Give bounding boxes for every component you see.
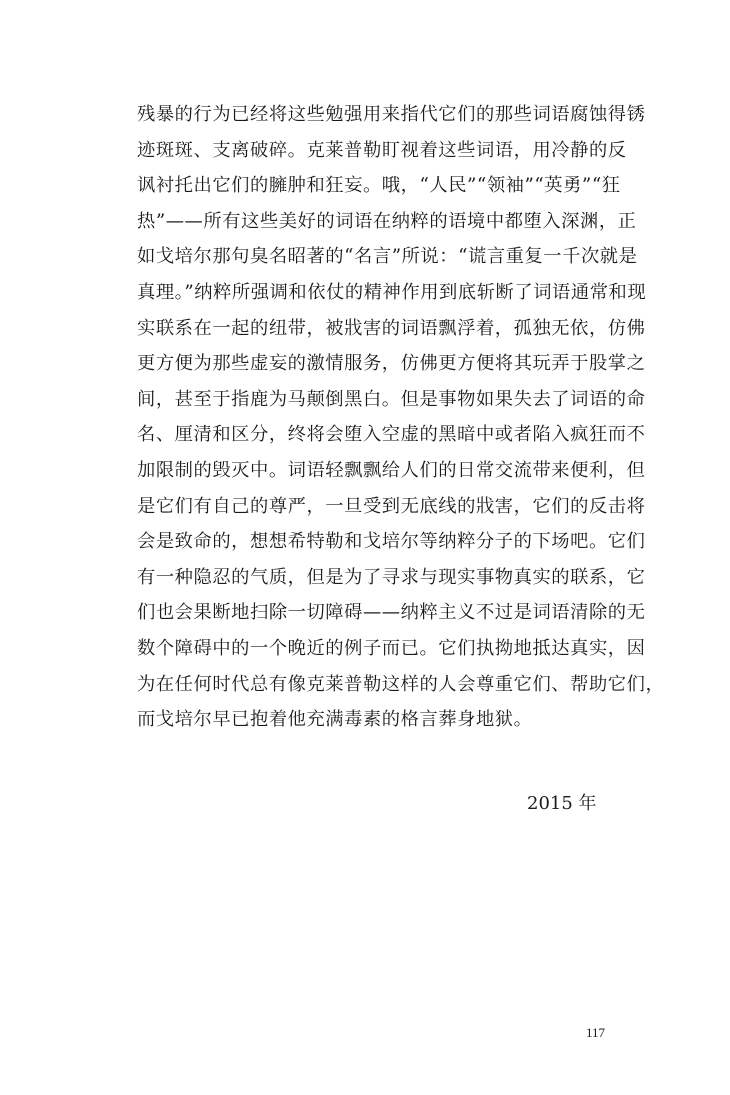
text-line: 如戈培尔那句臭名昭著的“名言”所说：“谎言重复一千次就是 — [137, 246, 638, 268]
text-line: 有一种隐忍的气质，但是为了寻求与现实事物真实的联系，它 — [137, 566, 646, 588]
body-paragraph — [137, 97, 665, 738]
text-line: 迹斑斑、支离破碎。克莱普勒盯视着这些词语，用冷静的反 — [137, 139, 627, 161]
text-line: 加限制的毁灭中。词语轻飘飘给人们的日常交流带来便利，但 — [137, 459, 646, 481]
text-line: 而戈培尔早已抱着他充满毒素的格言葬身地狱。 — [137, 709, 533, 731]
text-line: 讽衬托出它们的臃肿和狂妄。哦，“人民”“领袖”“英勇”“狂 — [137, 175, 621, 197]
text-line: 是它们有自己的尊严，一旦受到无底线的戕害，它们的反击将 — [137, 495, 646, 517]
page-number: 117 — [586, 1025, 606, 1040]
text-line: 热”——所有这些美好的词语在纳粹的语境中都堕入深渊，正 — [137, 210, 637, 232]
text-line: 数个障碍中的一个晚近的例子而已。它们执拗地抵达真实，因 — [137, 637, 646, 659]
text-line: 间，甚至于指鹿为马颠倒黑白。但是事物如果失去了词语的命 — [137, 388, 646, 410]
text-line: 名、厘清和区分，终将会堕入空虚的黑暗中或者陷入疯狂而不 — [137, 424, 646, 446]
text-line: 残暴的行为已经将这些勉强用来指代它们的那些词语腐蚀得锈 — [137, 104, 646, 125]
text-line: 更方便为那些虚妄的激情服务，仿佛更方便将其玩弄于股掌之 — [137, 353, 646, 375]
text-line: 真理。”纳粹所强调和依仗的精神作用到底斩断了词语通常和现 — [137, 281, 647, 303]
text-line: 会是致命的，想想希特勒和戈培尔等纳粹分子的下场吧。它们 — [137, 531, 646, 553]
text-line: 为在任何时代总有像克莱普勒这样的人会尊重它们、帮助它们， — [137, 673, 665, 695]
text-line: 们也会果断地扫除一切障碍——纳粹主义不过是词语清除的无 — [137, 602, 646, 624]
essay-date: 2015 年 — [527, 793, 597, 814]
text-line: 实联系在一起的纽带，被戕害的词语飘浮着，孤独无依，仿佛 — [137, 317, 646, 339]
